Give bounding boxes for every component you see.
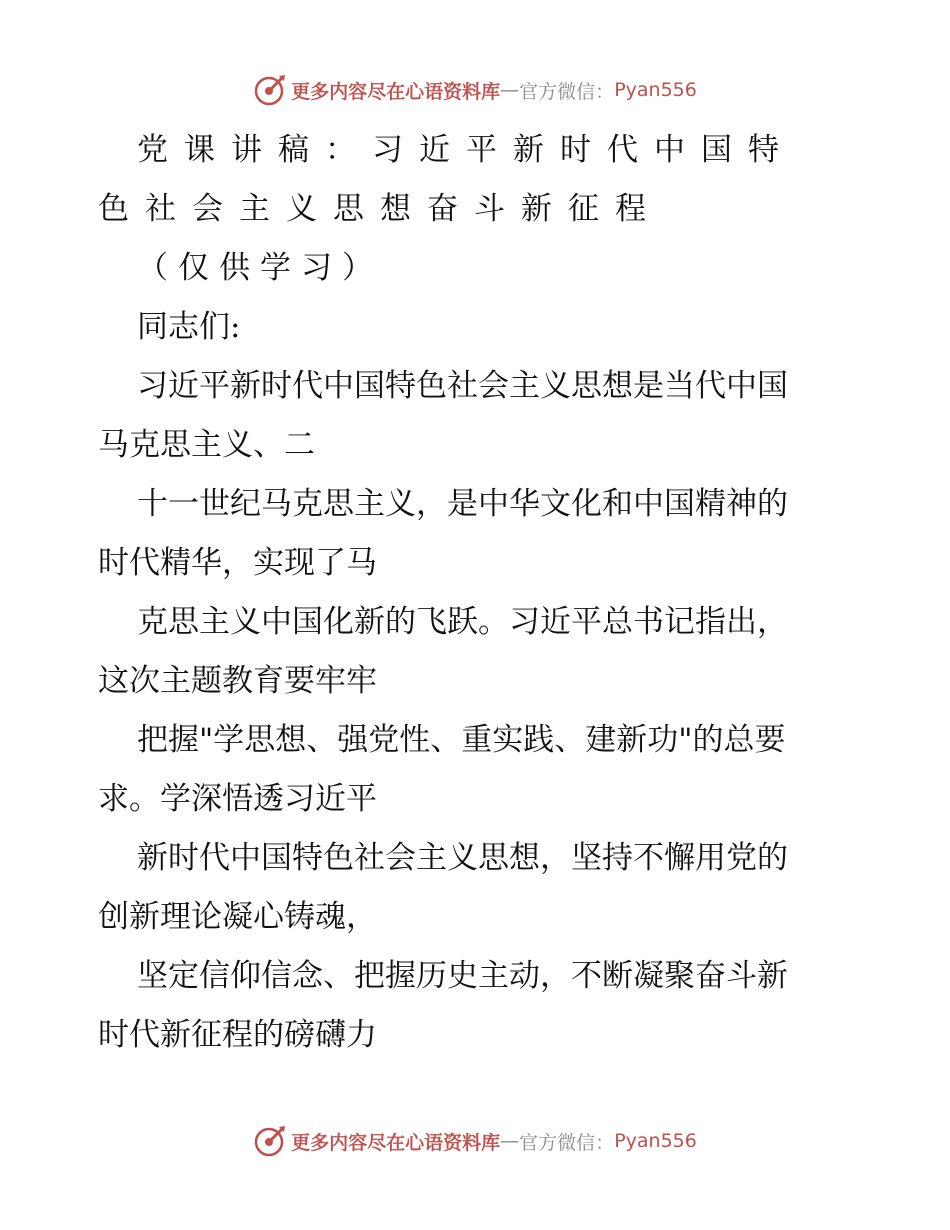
banner-dash: —: [500, 1130, 520, 1152]
document-body: [98, 121, 858, 1065]
footer-banner: [0, 1121, 950, 1161]
pen-logo-icon: [253, 1124, 287, 1158]
banner-wechat-label: 官方微信：: [519, 80, 615, 103]
paragraph-line: 坚定信仰信念、把握历史主动，不断凝聚奋斗新: [137, 958, 788, 994]
pen-logo-icon: [253, 73, 287, 107]
banner-site-text: 更多内容尽在心语资料库: [291, 1131, 501, 1154]
title-line-2: 色社会主义思想奋斗新征程: [98, 191, 662, 227]
banner-dash: —: [500, 79, 520, 101]
paragraph-line: 这次主题教育要牢牢: [98, 663, 377, 699]
banner-wechat-id: Pyan556: [614, 79, 697, 101]
paragraph-line: 时代新征程的磅礴力: [98, 1017, 377, 1053]
paragraph-line: 马克思主义、二: [98, 427, 315, 463]
paragraph-line: 把握"学思想、强党性、重实践、建新功"的总要: [137, 722, 786, 758]
paragraph-line: 求。学深悟透习近平: [98, 781, 377, 817]
header-banner: [0, 70, 950, 110]
banner-wechat-id: Pyan556: [614, 1130, 697, 1152]
paragraph-line: 习近平新时代中国特色社会主义思想是当代中国: [137, 368, 788, 404]
paragraph-line: 十一世纪马克思主义，是中华文化和中国精神的: [137, 486, 788, 522]
paragraph-line: 创新理论凝心铸魂，: [98, 899, 377, 935]
subtitle: （仅供学习）: [137, 250, 383, 286]
banner-wechat-label: 官方微信：: [519, 1131, 615, 1154]
paragraph-line: 克思主义中国化新的飞跃。习近平总书记指出，: [137, 604, 788, 640]
title-line-1: 党课讲稿：习近平新时代中国特: [137, 132, 795, 168]
banner-site-text: 更多内容尽在心语资料库: [291, 80, 501, 103]
salutation: 同志们:: [137, 309, 241, 345]
paragraph-line: 新时代中国特色社会主义思想，坚持不懈用党的: [137, 840, 788, 876]
paragraph-line: 时代精华，实现了马: [98, 545, 377, 581]
